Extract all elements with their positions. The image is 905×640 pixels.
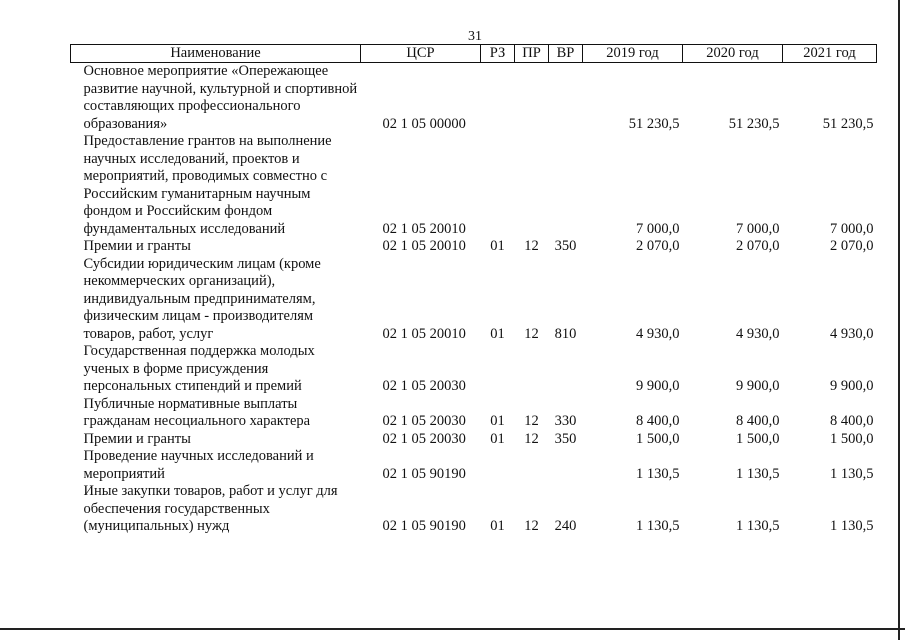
table-row [71, 238, 877, 256]
row-pr: 12 [524, 325, 539, 342]
row-rz [481, 448, 515, 483]
row-2021: 1 130,5 [830, 465, 874, 482]
row-vr [549, 63, 583, 134]
row-vr [549, 448, 583, 483]
header-csr: ЦСР [361, 45, 481, 63]
row-name: Проведение научных исследований и мероприятий [83, 448, 314, 482]
scan-edge-right [898, 0, 905, 640]
header-pr: ПР [515, 45, 549, 63]
table-row [71, 431, 877, 449]
row-2019: 1 130,5 [636, 465, 680, 482]
table-row [71, 343, 877, 396]
row-2019: 8 400,0 [636, 413, 680, 429]
row-2019: 4 930,0 [636, 325, 680, 342]
row-pr [515, 63, 549, 134]
row-rz: 01 [490, 238, 505, 254]
row-pr [515, 343, 549, 396]
row-csr: 02 1 05 20030 [382, 378, 466, 394]
row-2019: 1 130,5 [636, 518, 680, 534]
row-csr: 02 1 05 00000 [382, 115, 466, 132]
row-rz [481, 63, 515, 134]
row-csr: 02 1 05 20010 [382, 238, 466, 254]
row-pr: 12 [524, 238, 539, 254]
row-csr: 02 1 05 20010 [382, 220, 466, 237]
row-2020: 2 070,0 [736, 238, 780, 254]
row-2019: 2 070,0 [636, 238, 680, 254]
table-row [71, 63, 877, 134]
row-2019: 9 900,0 [636, 378, 680, 394]
row-2020: 7 000,0 [736, 220, 780, 237]
row-name: Премии и гранты [83, 430, 191, 447]
row-2021: 8 400,0 [830, 413, 874, 429]
row-2021: 9 900,0 [830, 378, 874, 394]
row-2019: 7 000,0 [636, 220, 680, 237]
row-2021: 2 070,0 [830, 238, 874, 254]
row-vr [549, 133, 583, 238]
header-vr: ВР [549, 45, 583, 63]
row-name: Публичные нормативные выплаты гражданам несоциального характера [83, 395, 311, 429]
row-name: Субсидии юридическим лицам (кроме некоммерческих организаций), индивидуальным предпринимателям, физическим лицам - производителям товаров, работ, услуг [83, 255, 321, 342]
budget-table [70, 44, 877, 536]
row-pr: 12 [524, 430, 539, 447]
table-row [71, 133, 877, 238]
header-name: Наименование [71, 45, 361, 63]
row-2020: 9 900,0 [736, 378, 780, 394]
row-name: Премии и гранты [83, 238, 191, 254]
row-vr: 810 [554, 325, 577, 342]
row-2019: 51 230,5 [628, 115, 680, 132]
row-csr: 02 1 05 90190 [382, 465, 466, 482]
row-2021: 7 000,0 [830, 220, 874, 237]
row-rz [481, 133, 515, 238]
row-pr: 12 [524, 518, 539, 534]
row-name: Иные закупки товаров, работ и услуг для обеспечения государственных (муниципальных) нужд [83, 483, 338, 534]
row-vr: 330 [554, 413, 577, 429]
row-vr: 240 [554, 518, 577, 534]
row-2021: 51 230,5 [822, 115, 874, 132]
row-pr [515, 133, 549, 238]
row-csr: 02 1 05 20030 [382, 413, 466, 429]
row-rz: 01 [490, 430, 505, 447]
row-2021: 4 930,0 [830, 325, 874, 342]
row-rz: 01 [490, 413, 505, 429]
header-2019: 2019 год [583, 45, 683, 63]
row-csr: 02 1 05 20030 [382, 430, 466, 447]
row-2020: 1 130,5 [736, 518, 780, 534]
row-2020: 4 930,0 [736, 325, 780, 342]
row-2021: 1 500,0 [830, 430, 874, 447]
row-2020: 1 500,0 [736, 430, 780, 447]
row-rz [481, 343, 515, 396]
table-row [71, 483, 877, 536]
row-pr: 12 [524, 413, 539, 429]
row-vr [549, 343, 583, 396]
table-row [71, 256, 877, 344]
header-rz: РЗ [481, 45, 515, 63]
table-header-row [71, 45, 877, 63]
table-row [71, 448, 877, 483]
row-2019: 1 500,0 [636, 430, 680, 447]
row-name: Предоставление грантов на выполнение научных исследований, проектов и мероприятий, проводимых совместно с Российским гуманитарным научным фондом и Российским фондом фундаментальных исследований [83, 133, 332, 237]
row-rz: 01 [490, 325, 505, 342]
row-2020: 1 130,5 [736, 465, 780, 482]
table-row [71, 396, 877, 431]
row-pr [515, 448, 549, 483]
row-vr: 350 [554, 238, 577, 254]
scan-edge-bottom [0, 628, 905, 640]
row-name: Государственная поддержка молодых ученых в форме присуждения персональных стипендий и премий [83, 343, 315, 394]
page-number: 31 [468, 29, 482, 44]
header-2020: 2020 год [683, 45, 783, 63]
row-2021: 1 130,5 [830, 518, 874, 534]
row-csr: 02 1 05 90190 [382, 518, 466, 534]
row-2020: 51 230,5 [728, 115, 780, 132]
row-name: Основное мероприятие «Опережающее развитие научной, культурной и спортивной составляющих профессионального образования» [83, 63, 358, 132]
header-2021: 2021 год [783, 45, 877, 63]
row-2020: 8 400,0 [736, 413, 780, 429]
row-csr: 02 1 05 20010 [382, 325, 466, 342]
row-rz: 01 [490, 518, 505, 534]
row-vr: 350 [554, 430, 577, 447]
